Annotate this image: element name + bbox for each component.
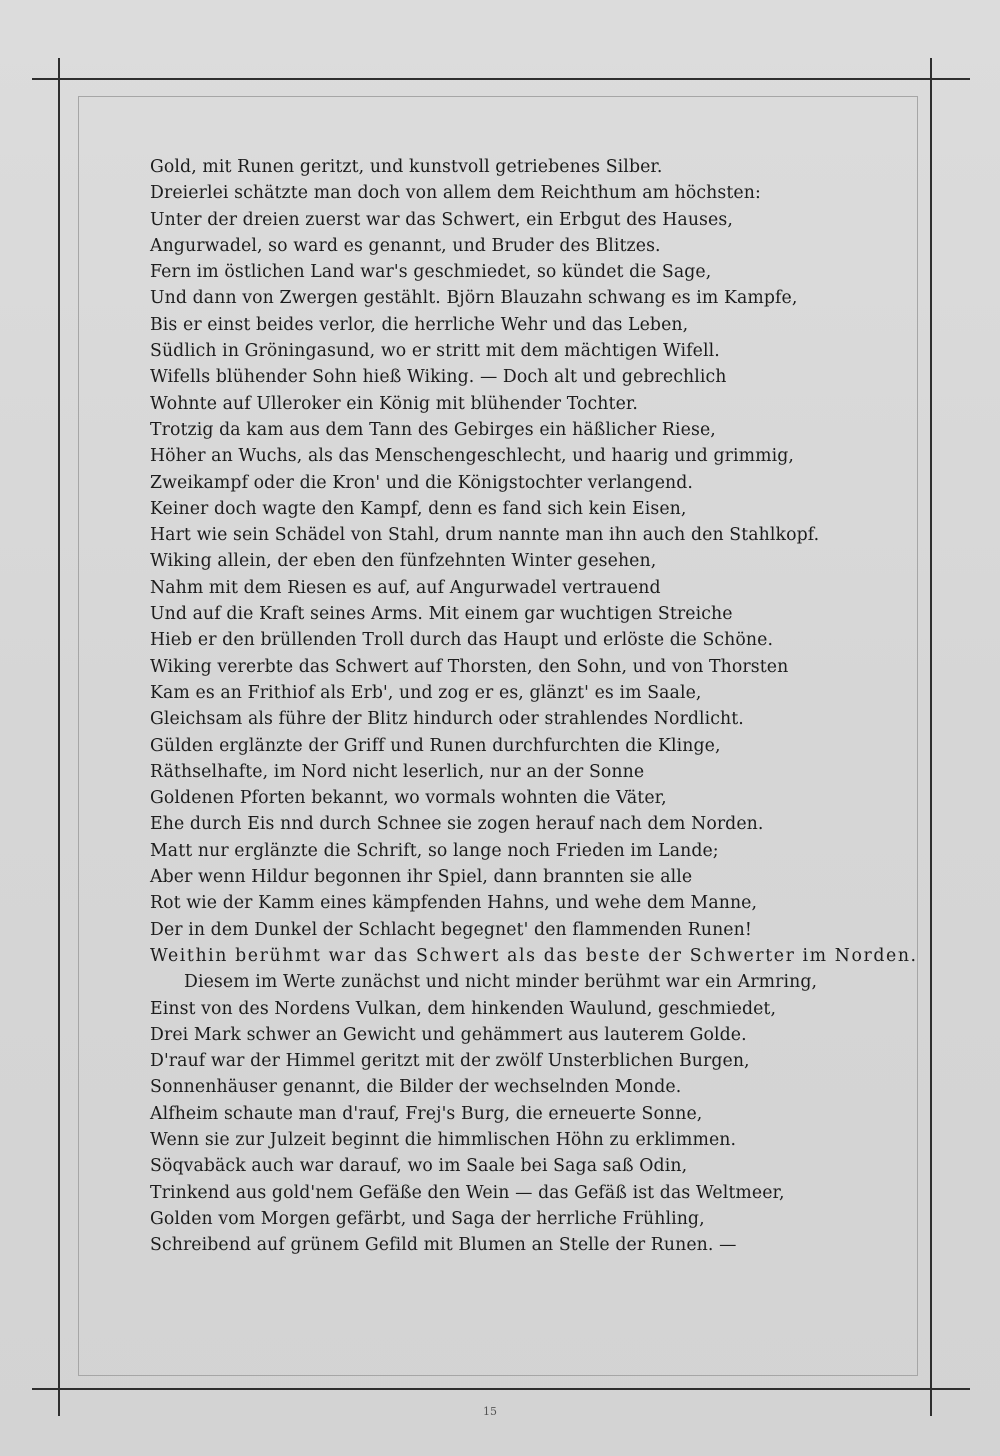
text-line: Drei Mark schwer an Gewicht und gehämmert aus lauterem Golde.	[150, 1024, 747, 1045]
text-line: Gülden erglänzte der Griff und Runen durchfurchten die Klinge,	[150, 735, 721, 756]
text-line: Trotzig da kam aus dem Tann des Gebirges ein häßlicher Riese,	[150, 419, 716, 440]
text-line: Gold, mit Runen geritzt, und kunstvoll getriebenes Silber.	[150, 157, 663, 177]
text-line: Kam es an Frithiof als Erb', und zog er es, glänzt' es im Saale,	[150, 682, 702, 703]
frame-right-line	[930, 58, 932, 1416]
text-line: Keiner doch wagte den Kampf, denn es fand sich kein Eisen,	[150, 498, 687, 519]
text-line: Bis er einst beides verlor, die herrliche Wehr und das Leben,	[150, 314, 689, 335]
text-line: Söqvabäck auch war darauf, wo im Saale bei Saga saß Odin,	[150, 1156, 688, 1177]
text-line: Angurwadel, so ward es genannt, und Bruder des Blitzes.	[150, 235, 661, 256]
text-line: Sonnenhäuser genannt, die Bilder der wechselnden Monde.	[150, 1077, 682, 1098]
text-line: Nahm mit dem Riesen es auf, auf Angurwadel vertrauend	[150, 577, 661, 598]
text-line: Einst von des Nordens Vulkan, dem hinkenden Waulund, geschmiedet,	[150, 998, 777, 1019]
text-line: Und auf die Kraft seines Arms. Mit einem gar wuchtigen Streiche	[150, 604, 733, 625]
text-line: Wifells blühender Sohn hieß Wiking. — Doch alt und gebrechlich	[150, 367, 727, 388]
frame-bottom-line	[32, 1388, 970, 1390]
text-line: Hart wie sein Schädel von Stahl, drum nannte man ihn auch den Stahlkopf.	[150, 525, 820, 546]
text-line: Rot wie der Kamm eines kämpfenden Hahns, und wehe dem Manne,	[150, 893, 758, 914]
text-line: Golden vom Morgen gefärbt, und Saga der herrliche Frühling,	[150, 1208, 705, 1229]
text-line: Unter der dreien zuerst war das Schwert, ein Erbgut des Hauses,	[150, 209, 733, 230]
text-line: Höher an Wuchs, als das Menschengeschlecht, und haarig und grimmig,	[150, 446, 794, 467]
text-line: Und dann von Zwergen gestählt. Björn Blauzahn schwang es im Kampfe,	[150, 288, 798, 309]
text-line-indented: Diesem im Werte zunächst und nicht minder berühmt war ein Armring,	[184, 972, 818, 993]
text-line: Dreierlei schätzte man doch von allem dem Reichthum am höchsten:	[150, 183, 761, 204]
frame-top-line	[32, 78, 970, 80]
text-line: Goldenen Pforten bekannt, wo vormals wohnten die Väter,	[150, 788, 667, 809]
text-line: Ehe durch Eis nnd durch Schnee sie zogen herauf nach dem Norden.	[150, 814, 764, 835]
page-number: 15	[483, 1405, 497, 1418]
text-line: Wiking vererbte das Schwert auf Thorsten, den Sohn, und von Thorsten	[150, 656, 789, 677]
text-line: Wohnte auf Ulleroker ein König mit blühender Tochter.	[150, 393, 638, 414]
text-line: Aber wenn Hildur begonnen ihr Spiel, dann brannten sie alle	[150, 867, 693, 888]
text-line: Schreibend auf grünem Gefild mit Blumen an Stelle der Runen. —	[150, 1235, 737, 1256]
text-line: Fern im östlichen Land war's geschmiedet, so kündet die Sage,	[150, 262, 712, 283]
text-line: Hieb er den brüllenden Troll durch das Haupt und erlöste die Schöne.	[150, 630, 774, 651]
text-line: Südlich in Gröningasund, wo er stritt mit dem mächtigen Wifell.	[150, 341, 720, 362]
text-line: Wiking allein, der eben den fünfzehnten Winter gesehen,	[150, 551, 657, 572]
text-line: Gleichsam als führe der Blitz hindurch oder strahlendes Nordlicht.	[150, 709, 744, 730]
text-line: Trinkend aus gold'nem Gefäße den Wein — das Gefäß ist das Weltmeer,	[150, 1182, 785, 1203]
text-line: Räthselhafte, im Nord nicht leserlich, nur an der Sonne	[150, 761, 645, 782]
text-line-spaced: Weithin berühmt war das Schwert als das beste der Schwerter im Norden.	[150, 945, 918, 966]
text-line: Wenn sie zur Julzeit beginnt die himmlischen Höhn zu erklimmen.	[150, 1129, 737, 1150]
text-line: Alfheim schaute man d'rauf, Frej's Burg, die erneuerte Sonne,	[150, 1103, 703, 1124]
text-line: Der in dem Dunkel der Schlacht begegnet' den flammenden Runen!	[150, 919, 752, 940]
frame-left-line	[58, 58, 60, 1416]
text-line: Matt nur erglänzte die Schrift, so lange noch Frieden im Lande;	[150, 840, 719, 861]
poem-text	[150, 154, 918, 1258]
text-line: D'rauf war der Himmel geritzt mit der zwölf Unsterblichen Burgen,	[150, 1051, 750, 1072]
text-line: Zweikampf oder die Kron' und die Königstochter verlangend.	[150, 472, 694, 493]
